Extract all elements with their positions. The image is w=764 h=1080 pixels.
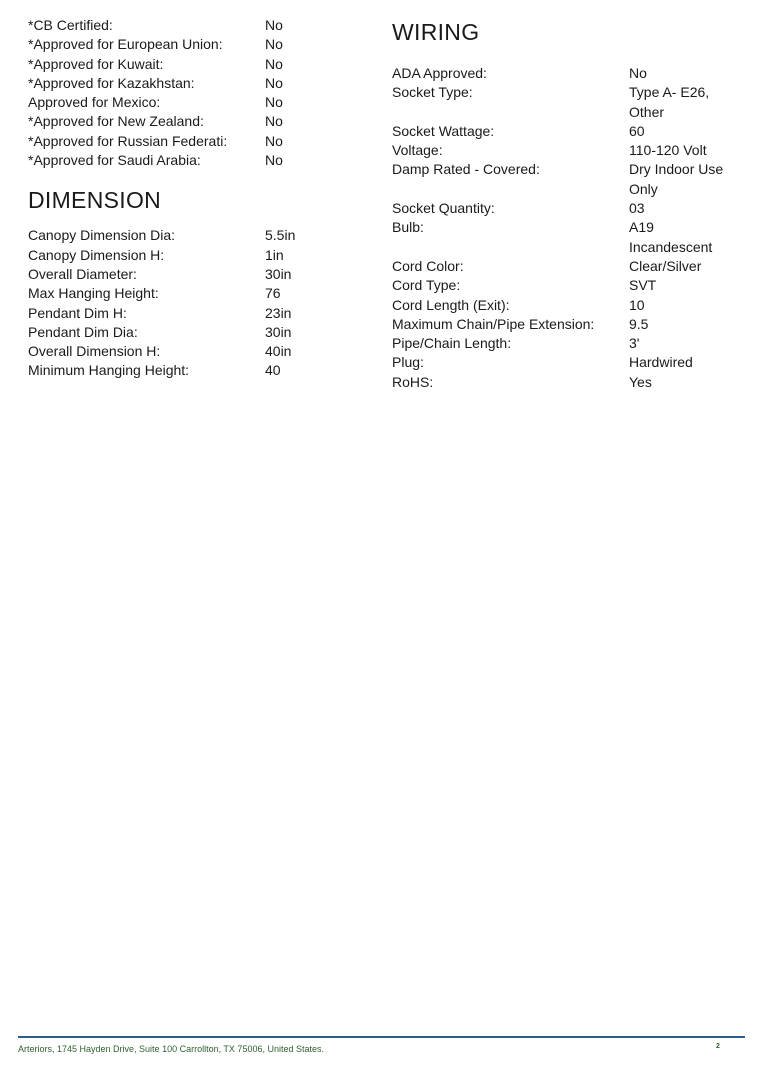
spec-label: Cord Color: (392, 257, 464, 274)
spec-row (28, 342, 358, 361)
right-column (392, 16, 752, 392)
spec-row (28, 112, 358, 131)
spec-value: No (265, 17, 283, 33)
wiring-heading: WIRING (392, 19, 480, 45)
footer-divider (18, 1036, 745, 1038)
spec-value: 110-120 Volt (629, 142, 707, 159)
spec-label: Bulb: (392, 219, 424, 236)
spec-label: *Approved for European Union: (28, 36, 223, 53)
spec-row (28, 361, 358, 380)
wiring-list (392, 64, 752, 392)
spec-label: Socket Type: (392, 84, 473, 101)
left-column (28, 16, 358, 381)
spec-value: Type A- E26, Other (629, 84, 710, 120)
spec-row (28, 265, 358, 284)
spec-label: Max Hanging Height: (28, 285, 159, 302)
spec-label: *CB Certified: (28, 17, 113, 33)
spec-row (392, 334, 752, 353)
spec-value: Hardwired (629, 354, 693, 371)
spec-row (28, 246, 358, 265)
spec-label: Minimum Hanging Height: (28, 362, 190, 379)
dimension-heading: DIMENSION (28, 187, 162, 214)
spec-label: Cord Type: (392, 277, 461, 294)
spec-row (28, 323, 358, 342)
spec-value: 03 (629, 200, 645, 217)
spec-value: 76 (265, 285, 281, 302)
spec-label: Plug: (392, 354, 424, 371)
footer-address: Arteriors, 1745 Hayden Drive, Suite 100 Carrollton, TX 75006, United States. (18, 1044, 324, 1054)
spec-label: Pendant Dim Dia: (28, 323, 138, 340)
spec-label: *Approved for Kazakhstan: (28, 74, 195, 91)
spec-value: 10 (629, 296, 645, 313)
spec-value: 1in (265, 246, 284, 263)
spec-row (28, 74, 358, 93)
spec-row (392, 64, 752, 83)
spec-row (28, 93, 358, 112)
spec-value: 23in (265, 304, 292, 321)
spec-label: Overall Dimension H: (28, 343, 161, 360)
spec-row (28, 55, 358, 74)
spec-label: Cord Length (Exit): (392, 296, 510, 313)
spec-row (392, 218, 752, 257)
spec-row (392, 373, 752, 392)
spec-row (392, 122, 752, 141)
spec-row (28, 304, 358, 323)
spec-value: 60 (629, 122, 645, 139)
spec-row (392, 141, 752, 160)
spec-row (28, 284, 358, 303)
spec-label: RoHS: (392, 373, 434, 390)
spec-value: Clear/Silver (629, 257, 702, 274)
spec-row (392, 315, 752, 334)
spec-row (392, 83, 752, 122)
spec-value: No (265, 36, 283, 53)
spec-value: No (265, 132, 283, 149)
spec-label: *Approved for Saudi Arabia: (28, 152, 201, 169)
spec-row (392, 160, 752, 199)
spec-value: 30in (265, 265, 292, 282)
spec-value: Yes (629, 373, 652, 390)
spec-value: A19 Incandescent (629, 219, 713, 255)
spec-label: Damp Rated - Covered: (392, 161, 540, 178)
spec-row (28, 35, 358, 54)
spec-row (392, 296, 752, 315)
spec-value: Dry Indoor Use Only (629, 161, 724, 197)
spec-row (392, 199, 752, 218)
page-number: 2 (716, 1043, 720, 1050)
spec-value: 40 (265, 362, 281, 379)
spec-label: Approved for Mexico: (28, 94, 161, 111)
spec-label: Pendant Dim H: (28, 304, 127, 321)
spec-value: 40in (265, 343, 292, 360)
spec-row (392, 353, 752, 372)
spec-value: No (265, 152, 283, 169)
spec-value: 3' (629, 335, 640, 352)
spec-label: Pipe/Chain Length: (392, 335, 512, 352)
spec-row (28, 226, 358, 245)
spec-label: Socket Wattage: (392, 122, 495, 139)
spec-label: Maximum Chain/Pipe Extension: (392, 315, 595, 332)
spec-value: No (265, 94, 283, 111)
spec-row (28, 16, 358, 35)
approvals-list (28, 16, 358, 170)
spec-value: No (265, 113, 283, 130)
spec-value: No (629, 65, 647, 81)
spec-label: Canopy Dimension Dia: (28, 227, 176, 244)
spec-row (28, 132, 358, 151)
spec-label: *Approved for Russian Federati: (28, 132, 228, 149)
spec-label: *Approved for Kuwait: (28, 55, 164, 72)
spec-label: Voltage: (392, 142, 443, 159)
spec-value: 9.5 (629, 315, 649, 332)
spec-row (28, 151, 358, 170)
spec-row (392, 257, 752, 276)
spec-value: 30in (265, 323, 292, 340)
spec-row (392, 276, 752, 295)
dimensions-list (28, 226, 358, 380)
spec-label: *Approved for New Zealand: (28, 113, 204, 130)
spec-label: Overall Diameter: (28, 265, 137, 282)
spec-label: Canopy Dimension H: (28, 246, 165, 263)
spec-value: No (265, 74, 283, 91)
spec-value: SVT (629, 277, 657, 294)
spec-value: No (265, 55, 283, 72)
spec-label: Socket Quantity: (392, 200, 495, 217)
spec-value: 5.5in (265, 227, 296, 244)
spec-label: ADA Approved: (392, 65, 487, 81)
